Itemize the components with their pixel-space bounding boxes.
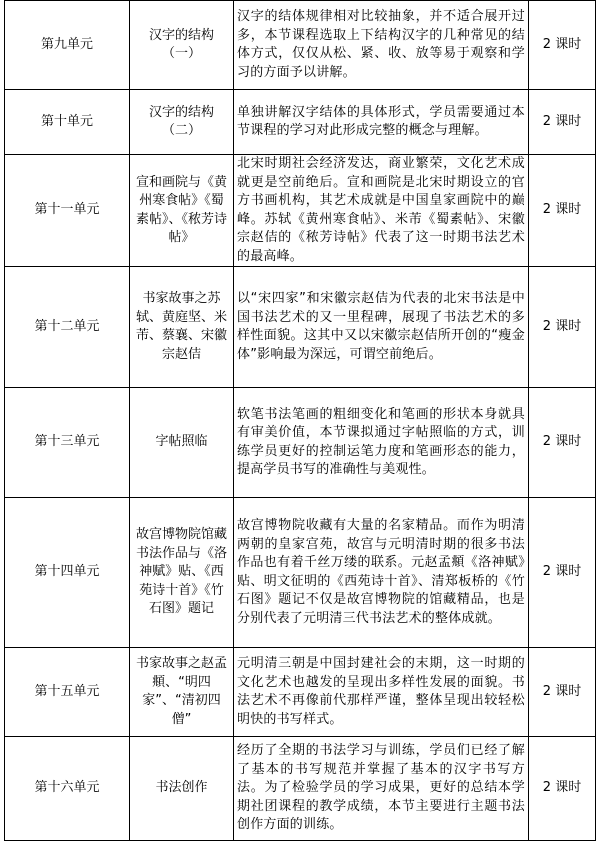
table-row	[5, 498, 596, 648]
description-cell: 故宫博物院收藏有大量的名家精品。而作为明清两朝的皇家宫苑，故宫与元明清时期的很多书法作品也有着千丝万缕的联系。元赵孟頫《洛神赋》贴、明文征明的《西苑诗十首》、清郑板桥的《竹石图》题记不仅是故宫博物院的馆藏精品，也是分别代表了元明清三代书法艺术的整体成就。	[234, 498, 529, 648]
description-cell: 以“宋四家”和宋徽宗赵佶为代表的北宋书法是中国书法艺术的又一里程碑，展现了书法艺术的多样性面貌。这其中又以宋徽宗赵佶所开创的“瘦金体”影响最为深远，可谓空前绝后。	[234, 267, 529, 388]
hours-cell: 2 课时	[529, 498, 596, 648]
description-cell: 单独讲解汉字结体的具体形式，学员需要通过本节课程的学习对此形成完整的概念与理解。	[234, 90, 529, 155]
hours-cell: 2 课时	[529, 155, 596, 267]
unit-cell: 第九单元	[5, 1, 130, 90]
description-cell: 经历了全期的书法学习与训练，学员们已经了解了基本的书写规范并掌握了基本的汉字书写方法。为了检验学员的学习成果，更好的总结本学期社团课程的教学成绩，本节主要进行主题书法创作方面的训练。	[234, 737, 529, 841]
table-row	[5, 267, 596, 388]
table-row	[5, 90, 596, 155]
unit-cell: 第十三单元	[5, 388, 130, 498]
topic-cell: 汉字的结构（一）	[130, 1, 234, 90]
topic-cell: 书家故事之赵孟頫、“明四家”、“清初四僧”	[130, 648, 234, 737]
topic-cell: 故宫博物院馆藏书法作品与《洛神赋》贴、《西苑诗十首》《竹石图》题记	[130, 498, 234, 648]
description-cell: 软笔书法笔画的粗细变化和笔画的形状本身就具有审美价值，本节课拟通过字帖照临的方式，训练学员更好的控制运笔力度和笔画形态的能力，提高学员书写的准确性与美观性。	[234, 388, 529, 498]
table-row	[5, 1, 596, 90]
topic-cell: 书家故事之苏轼、黄庭坚、米芾、蔡襄、宋徽宗赵佶	[130, 267, 234, 388]
curriculum-table	[4, 0, 596, 841]
unit-cell: 第十五单元	[5, 648, 130, 737]
topic-cell: 汉字的结构（二）	[130, 90, 234, 155]
table-row	[5, 648, 596, 737]
table-row	[5, 155, 596, 267]
topic-cell: 宣和画院与《黄州寒食帖》《蜀素帖》、《秾芳诗帖》	[130, 155, 234, 267]
unit-cell: 第十二单元	[5, 267, 130, 388]
hours-cell: 2 课时	[529, 388, 596, 498]
hours-cell: 2 课时	[529, 737, 596, 841]
hours-cell: 2 课时	[529, 648, 596, 737]
hours-cell: 2 课时	[529, 1, 596, 90]
topic-cell: 字帖照临	[130, 388, 234, 498]
description-cell: 北宋时期社会经济发达，商业繁荣，文化艺术成就更是空前绝后。宣和画院是北宋时期设立的官方书画机构，其艺术成就是中国皇家画院中的巅峰。苏轼《黄州寒食帖》、米芾《蜀素帖》、宋徽宗赵佶的《秾芳诗帖》代表了这一时期书法艺术的最高峰。	[234, 155, 529, 267]
unit-cell: 第十四单元	[5, 498, 130, 648]
unit-cell: 第十单元	[5, 90, 130, 155]
unit-cell: 第十六单元	[5, 737, 130, 841]
topic-cell: 书法创作	[130, 737, 234, 841]
unit-cell: 第十一单元	[5, 155, 130, 267]
description-cell: 汉字的结体规律相对比较抽象，并不适合展开过多，本节课程选取上下结构汉字的几种常见的结体方式，仅仅从松、紧、收、放等易于观察和学习的方面予以讲解。	[234, 1, 529, 90]
hours-cell: 2 课时	[529, 267, 596, 388]
table-row	[5, 388, 596, 498]
table-row	[5, 737, 596, 841]
description-cell: 元明清三朝是中国封建社会的末期，这一时期的文化艺术也越发的呈现出多样性发展的面貌。书法艺术不再像前代那样严谨，整体呈现出较轻松明快的书写样式。	[234, 648, 529, 737]
hours-cell: 2 课时	[529, 90, 596, 155]
